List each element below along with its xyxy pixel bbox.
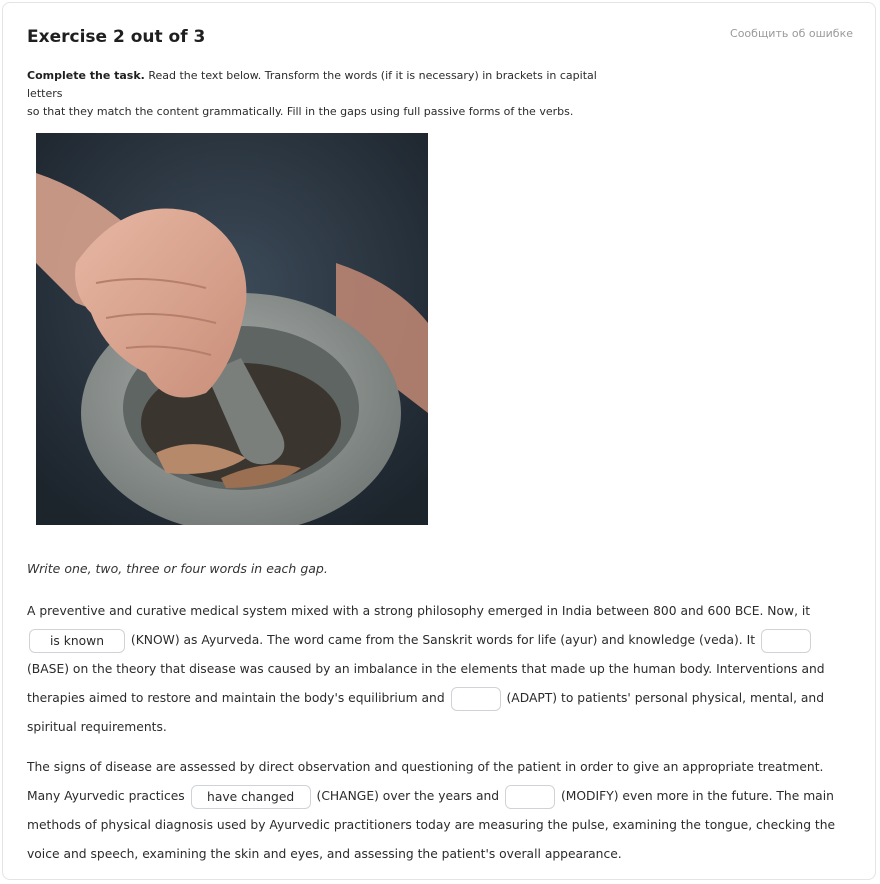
paragraph-1 xyxy=(27,597,855,742)
paragraph-2-sentence-3: (MODIFY) even more in the future. The main methods of physical diagnosis used by Ayurvedic practitioners today are measuring the pulse, examining the tongue, checking the voice and speech, examining the skin and eyes, and assessing the patient's overall appearance. xyxy=(27,789,836,861)
gap-input-adapt[interactable] xyxy=(451,687,501,711)
paragraph-1-sentence-2: (KNOW) as Ayurveda. The word came from the Sanskrit words for life (ayur) and knowledge (veda). It xyxy=(130,633,756,647)
photo-illustration xyxy=(36,133,428,525)
mortar-and-pestle-photo xyxy=(36,133,428,525)
instruction-text: Write one, two, three or four words in each gap. xyxy=(27,561,328,576)
paragraph-2 xyxy=(27,753,855,869)
task-lead: Complete the task. xyxy=(27,69,145,82)
task-text-line2: so that they match the content grammatically. Fill in the gaps using full passive forms of the verbs. xyxy=(27,105,574,118)
paragraph-2-sentence-1: The signs of disease are assessed by direct observation and questioning of the patient in order to give an appropriate treatment. Many Ayurvedic practices xyxy=(27,760,824,803)
exercise-title: Exercise 2 out of 3 xyxy=(27,27,206,47)
paragraph-1-sentence-3: (BASE) on the theory that disease was caused by an imbalance in the elements that made up the human body. Interventions and therapies aimed to restore and maintain the body's equilibrium and xyxy=(27,662,825,705)
gap-input-base[interactable] xyxy=(761,629,811,653)
paragraph-1-sentence-4: (ADAPT) to patients' personal physical, mental, and spiritual requirements. xyxy=(27,691,825,734)
exercise-card xyxy=(2,2,876,880)
task-text-line1: Read the text below. Transform the words (if it is necessary) in brackets in capital letters xyxy=(27,69,597,100)
gap-input-know[interactable]: is known xyxy=(29,629,125,653)
gap-input-change[interactable]: have changed xyxy=(191,785,311,809)
gap-input-modify[interactable] xyxy=(505,785,555,809)
paragraph-1-sentence-1: A preventive and curative medical system mixed with a strong philosophy emerged in India between 800 and 600 BCE. Now, it xyxy=(27,604,811,618)
paragraph-2-sentence-2: (CHANGE) over the years and xyxy=(316,789,500,803)
report-error-link[interactable]: Сообщить об ошибке xyxy=(730,27,853,40)
task-description xyxy=(27,67,627,121)
